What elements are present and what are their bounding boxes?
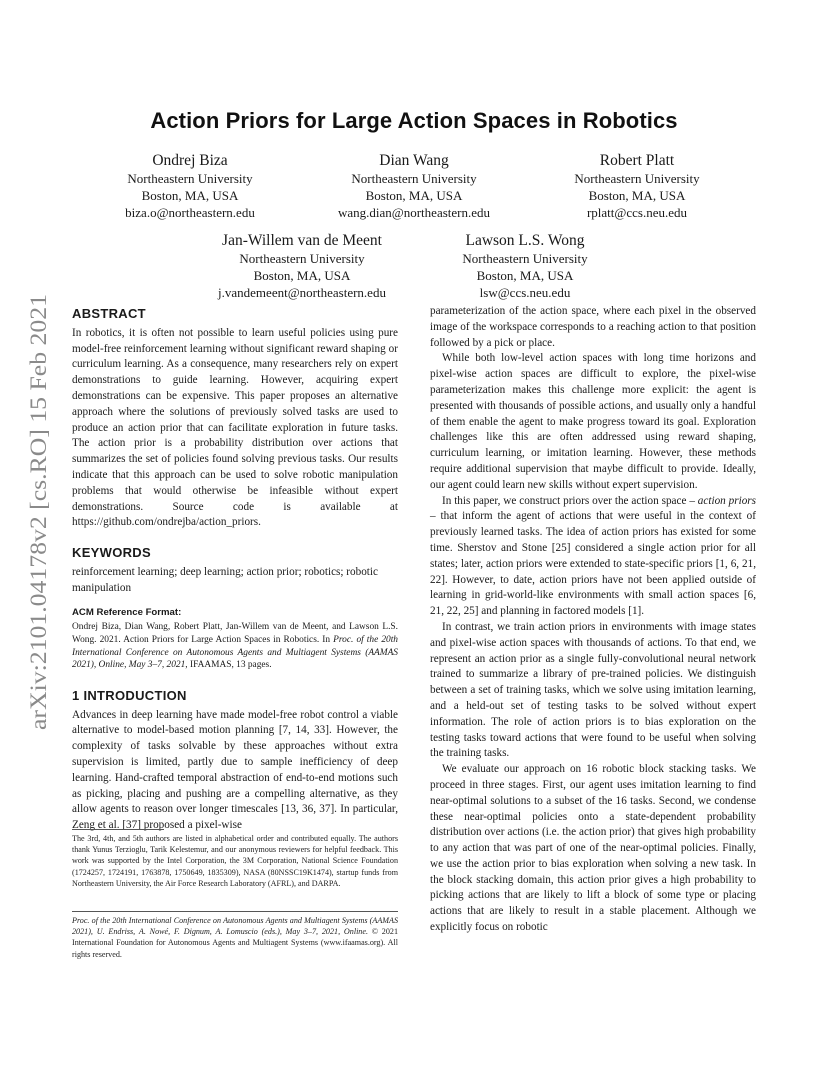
p3-pre: In this paper, we construct priors over the action space – — [442, 494, 698, 507]
acm-reference-pre: Ondrej Biza, Dian Wang, Robert Platt, Jan-Willem van de Meent, and Lawson L.S. Wong. 2021. Action Priors for Large Action Spaces in Robotics. In — [72, 622, 398, 645]
author-block — [395, 231, 655, 301]
acm-reference-post: , IFAAMAS, 13 pages. — [185, 660, 272, 671]
proceedings-citation: Proc. of the 20th International Conference on Autonomous Agents and Multiagent Systems (AAMAS 2021), U. Endriss, A. Nowé, F. Dignum, A. Lomuscio (eds.), May 3–7, 2021, Online. — [72, 916, 398, 937]
introduction-paragraph-3 — [430, 494, 756, 620]
abstract-text: In robotics, it is often not possible to learn useful policies using pure model-free reinforcement learning without significant reward shaping or curriculum learning. As a consequence, many researchers rely on expert demonstrations to guide learning. However, acquiring expert demonstrations can be expensive. This paper proposes an alternative approach where the solutions of previously solved tasks are used to produce an action prior that can facilitate exploration in future tasks. The action prior is a probability distribution over actions that summarizes the set of policies found solving previous tasks. Our results indicate that this approach can be used to solve robotic manipulation problems that would otherwise be infeasible without expert demonstrations. Source code is available at https://github.com/ondrejba/action_priors. — [72, 326, 398, 529]
author-email: j.vandemeent@northeastern.edu — [218, 284, 386, 300]
author-block — [507, 151, 767, 221]
footnote-divider — [72, 829, 164, 830]
introduction-heading: 1 INTRODUCTION — [72, 687, 187, 703]
introduction-paragraph-5: We evaluate our approach on 16 robotic block stacking tasks. We proceed in three stages. First, our agent uses imitation learning to find near-optimal solutions to a subset of the 16 tasks. Second, we condense these near-optimal policies onto a state-dependent probability distribution over actions (i.e. the action prior) that gives high probability to any action that was part of one of the near-optimal policies. Finally, we use the action prior to bias exploration when solving a new task. In the block stacking domain, this action prior gives a high probability to picking actions that are likely to lift a block of some type or placing actions that are likely to result in a stable placement. Although we explicitly focus on robotic — [430, 763, 756, 934]
author-block — [284, 151, 544, 221]
arxiv-stamp-text: arXiv:2101.04178v2 [cs.RO] 15 Feb 2021 — [26, 331, 52, 730]
author-location: Boston, MA, USA — [476, 267, 574, 283]
author-email: rplatt@ccs.neu.edu — [586, 204, 688, 220]
author-location: Boston, MA, USA — [365, 187, 463, 203]
abstract-heading: ABSTRACT — [72, 306, 146, 321]
keywords-heading: KEYWORDS — [72, 545, 151, 561]
author-name: Ondrej Biza — [152, 152, 228, 169]
paper-title: Action Priors for Large Action Spaces in Robotics — [150, 108, 678, 133]
author-affiliation: Northeastern University — [239, 251, 365, 266]
acm-reference-venue: Proc. of the 20th International Conference on Autonomous Agents and Multiagent Systems (AAMAS 2021), Online, May 3–7, 2021 — [72, 634, 398, 671]
author-name: Robert Platt — [599, 152, 675, 169]
author-email: wang.dian@northeastern.edu — [337, 204, 491, 220]
acm-reference-heading: ACM Reference Format: — [72, 606, 182, 618]
author-email: biza.o@northeastern.edu — [125, 204, 255, 220]
author-location: Boston, MA, USA — [588, 187, 686, 203]
author-location: Boston, MA, USA — [253, 267, 351, 283]
author-affiliation: Northeastern University — [574, 171, 700, 186]
introduction-paragraph-4: In contrast, we train action priors in environments with image states and pixel-wise action spaces with thousands of actions. To that end, we represent an action prior as a single fully-convolutional neural network trained to summarize a library of pre-trained policies. We distinguish between a set of training tasks, which we solve using imitation learning, and a held-out set of testing tasks to be solved without expert information. The role of action priors is to bias exploration on the testing tasks toward actions that were found to be useful when solving the training tasks. — [430, 620, 756, 760]
action-priors-term: action priors — [697, 494, 756, 507]
copyright-notice: © 2021 International Foundation for Autonomous Agents and Multiagent Systems (www.ifaamas.org). All rights reserved. — [72, 927, 398, 959]
keywords-text: reinforcement learning; deep learning; action prior; robotics; robotic manipulation — [72, 565, 378, 594]
proceedings-footnote — [72, 915, 398, 960]
introduction-paragraph-2: While both low-level action spaces with long time horizons and pixel-wise action spaces are difficult to explore, the pixel-wise parameterization makes this challenge more explicit: the agent is presented with thousands of possible actions, and usually only a handful of them enable the agent to make progress toward its goal. Exploration challenges like this are often addressed using reward shaping, curriculum learning, or imitation learning. However, these methods require additional supervision that maybe difficult to provide. Ideally, our agent could learn new skills without expert supervision. — [430, 352, 756, 491]
author-block — [60, 151, 320, 221]
footnote-divider — [72, 911, 398, 912]
author-name: Lawson L.S. Wong — [465, 232, 585, 249]
arxiv-identifier-stamp — [18, 290, 54, 730]
introduction-paragraph-1-continued: parameterization of the action space, where each pixel in the observed image of the workspace corresponds to a reaching action to that position followed by a pick or place. — [430, 305, 756, 349]
author-name: Dian Wang — [379, 152, 449, 169]
author-name: Jan-Willem van de Meent — [222, 232, 382, 249]
left-column — [72, 306, 398, 834]
author-affiliation: Northeastern University — [462, 251, 588, 266]
acknowledgments-footnote: The 3rd, 4th, and 5th authors are listed in alphabetical order and contributed equally. The authors thank Yunus Terzioglu, Tarik Kelestemur, and our anonymous reviewers for helpful feedback. This work was supported by the Intel Corporation, the 3M Corporation, National Science Foundation (1724257, 1724191, 1763878, 1750649, 1835309), NASA (80NSSC19K1474), startup funds from Northeastern University, the Air Force Research Laboratory (AFRL), and DARPA. — [72, 834, 398, 888]
p3-post: – that inform the agent of actions that were useful in the context of previously learned tasks. The idea of action priors has existed for some time. Sherstov and Stone [25] considered a single action prior for all states; later, action priors were extended to state-specific priors [1, 6, 21, 22]. However, to date, action priors have not been applied outside of learning in grid-world-like environments with small action spaces [6, 21, 22, 25] and planning in factored models [1]. — [430, 510, 756, 618]
author-email: lsw@ccs.neu.edu — [479, 284, 571, 300]
author-location: Boston, MA, USA — [141, 187, 239, 203]
author-block — [172, 231, 432, 301]
acm-reference-text — [72, 621, 398, 671]
author-affiliation: Northeastern University — [351, 171, 477, 186]
author-affiliation: Northeastern University — [127, 171, 253, 186]
right-column — [430, 304, 756, 936]
introduction-paragraph-1: Advances in deep learning have made model-free robot control a viable alternative to model-based motion planning [7, 14, 33]. However, the complexity of tasks solvable by these approaches without extra supervision is limited, partly due to sample inefficiency of deep learning. Hand-crafted temporal abstraction of end-to-end motions such as picking, placing and pushing are a compelling alternative, as they allow agents to reason over longer timescales [13, 36, 37]. In particular, Zeng et al. [37] proposed a pixel-wise — [72, 708, 398, 832]
